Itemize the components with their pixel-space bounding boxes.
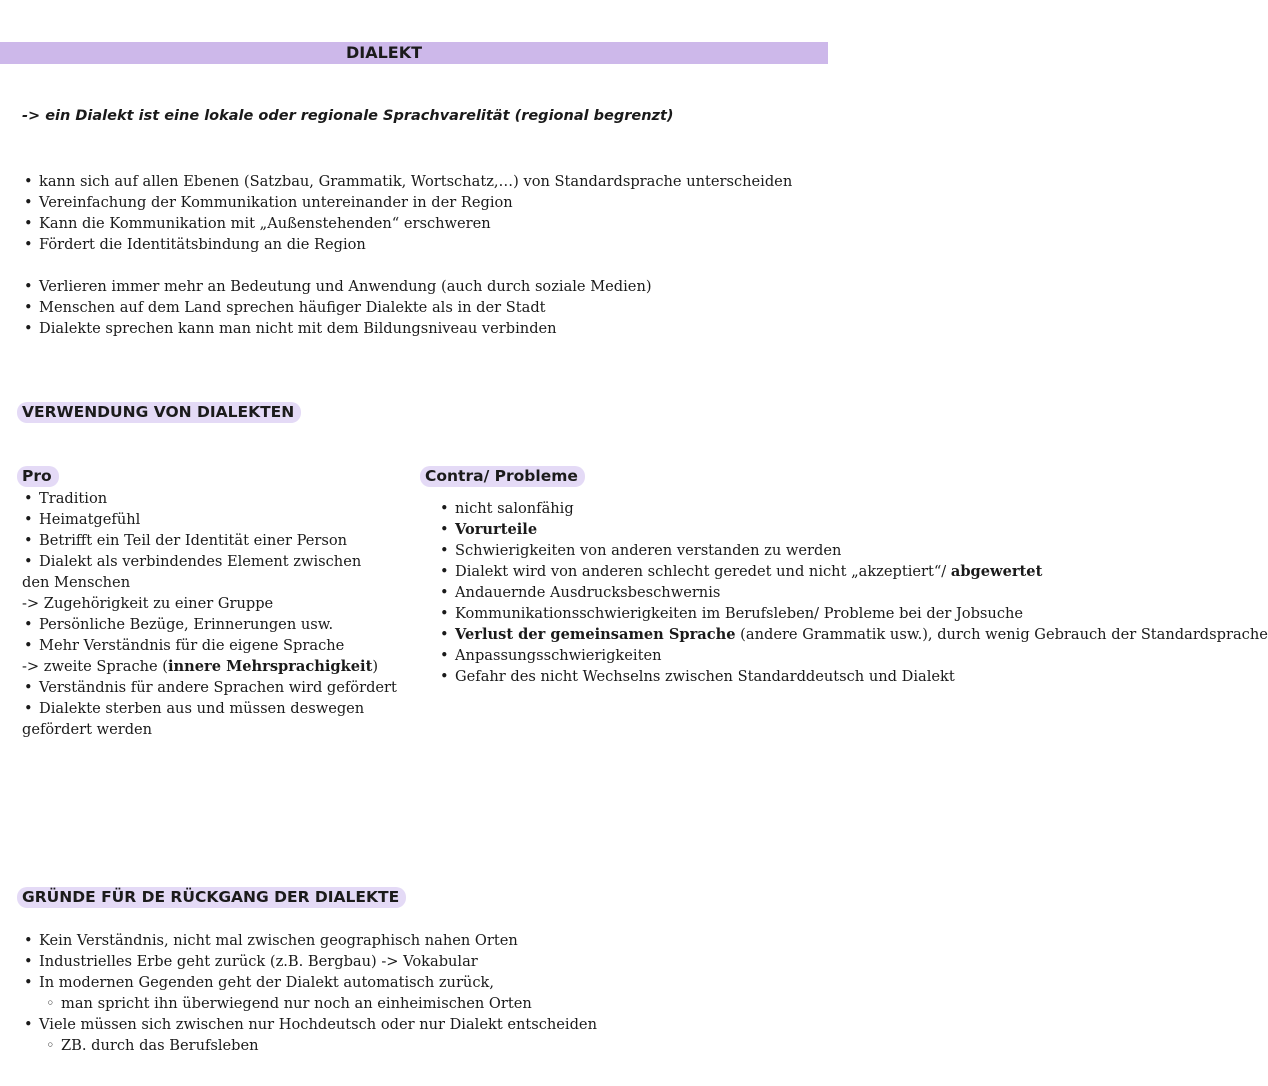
arrow-note-text: ) [372,658,379,675]
list-item-continuation: gefördert werden [22,721,153,738]
emphasis: Vorurteile [455,521,538,538]
page-title: DIALEKT [345,43,423,62]
list-item: • Dialekte sterben aus und müssen deswegen [22,698,402,719]
list-item: • Schwierigkeiten von anderen verstanden zu werden [438,540,824,561]
list-item: • Betrifft ein Teil der Identität einer Person [22,530,402,551]
emphasis: innere Mehrsprachigkeit [167,658,373,675]
list-item: • Gefahr des nicht Wechselns zwischen Standarddeutsch und Dialekt [438,666,824,687]
pro-heading: Pro [17,466,59,487]
section-heading-verwendung: VERWENDUNG VON DIALEKTEN [17,402,301,423]
list-item: • kann sich auf allen Ebenen (Satzbau, Grammatik, Wortschatz,…) von Standardsprache unterscheiden [22,171,792,192]
emphasis: abgewertet [950,563,1043,580]
list-item [438,561,1043,582]
list-item: • Mehr Verständnis für die eigene Sprache [22,635,402,656]
list-item [438,519,824,540]
list-item: • Viele müssen sich zwischen nur Hochdeutsch oder nur Dialekt entscheiden [22,1014,597,1035]
list-item: • Dialekte sprechen kann man nicht mit dem Bildungsniveau verbinden [22,318,652,339]
arrow-note-text: -> zweite Sprache ( [22,658,168,675]
sub-list-item: ◦ man spricht ihn überwiegend nur noch an einheimischen Orten [22,993,597,1014]
list-item: • nicht salonfähig [438,498,824,519]
arrow-note: -> Zugehörigkeit zu einer Gruppe [22,595,274,612]
list-item: • Vereinfachung der Kommunikation untereinander in der Region [22,192,792,213]
list-item: • Fördert die Identitätsbindung an die Region [22,234,792,255]
contra-list [438,498,1268,687]
list-item: • Kein Verständnis, nicht mal zwischen geographisch nahen Orten [22,930,597,951]
sub-list-item: ◦ ZB. durch das Berufsleben [22,1035,597,1056]
list-item: • Verständnis für andere Sprachen wird gefördert [22,677,402,698]
list-item: • Persönliche Bezüge, Erinnerungen usw. [22,614,402,635]
gruende-list [22,930,597,1056]
list-item: • Verlieren immer mehr an Bedeutung und Anwendung (auch durch soziale Medien) [22,276,652,297]
list-item [438,624,1268,645]
list-item: • Andauernde Ausdrucksbeschwernis [438,582,824,603]
intro-list-1 [22,171,792,255]
list-item-text: (andere Grammatik usw.), durch wenig Gebrauch der Standardsprache [735,626,1268,643]
list-item: • In modernen Gegenden geht der Dialekt automatisch zurück, [22,972,597,993]
section-heading-gruende: GRÜNDE FÜR DE RÜCKGANG DER DIALEKTE [17,887,406,908]
list-item: • Dialekt als verbindendes Element zwischen [22,551,402,572]
definition: -> ein Dialekt ist eine lokale oder regionale Sprachvarelität (regional begrenzt) [22,108,674,124]
intro-list-2 [22,276,652,339]
list-item: • Tradition [22,488,402,509]
contra-heading: Contra/ Probleme [420,466,585,487]
list-item: • Menschen auf dem Land sprechen häufiger Dialekte als in der Stadt [22,297,652,318]
list-item: • Industrielles Erbe geht zurück (z.B. Bergbau) -> Vokabular [22,951,597,972]
emphasis: Verlust der gemeinsamen Sprache [455,626,736,643]
list-item: • Kann die Kommunikation mit „Außenstehenden“ erschweren [22,213,792,234]
pro-list [22,488,402,740]
arrow-note [22,656,402,677]
list-item: • Anpassungsschwierigkeiten [438,645,824,666]
list-item-text: Dialekt wird von anderen schlecht geredet und nicht „akzeptiert“/ [455,563,951,580]
list-item: • Kommunikationsschwierigkeiten im Berufsleben/ Probleme bei der Jobsuche [438,603,824,624]
list-item-continuation: den Menschen [22,574,131,591]
list-item: • Heimatgefühl [22,509,402,530]
